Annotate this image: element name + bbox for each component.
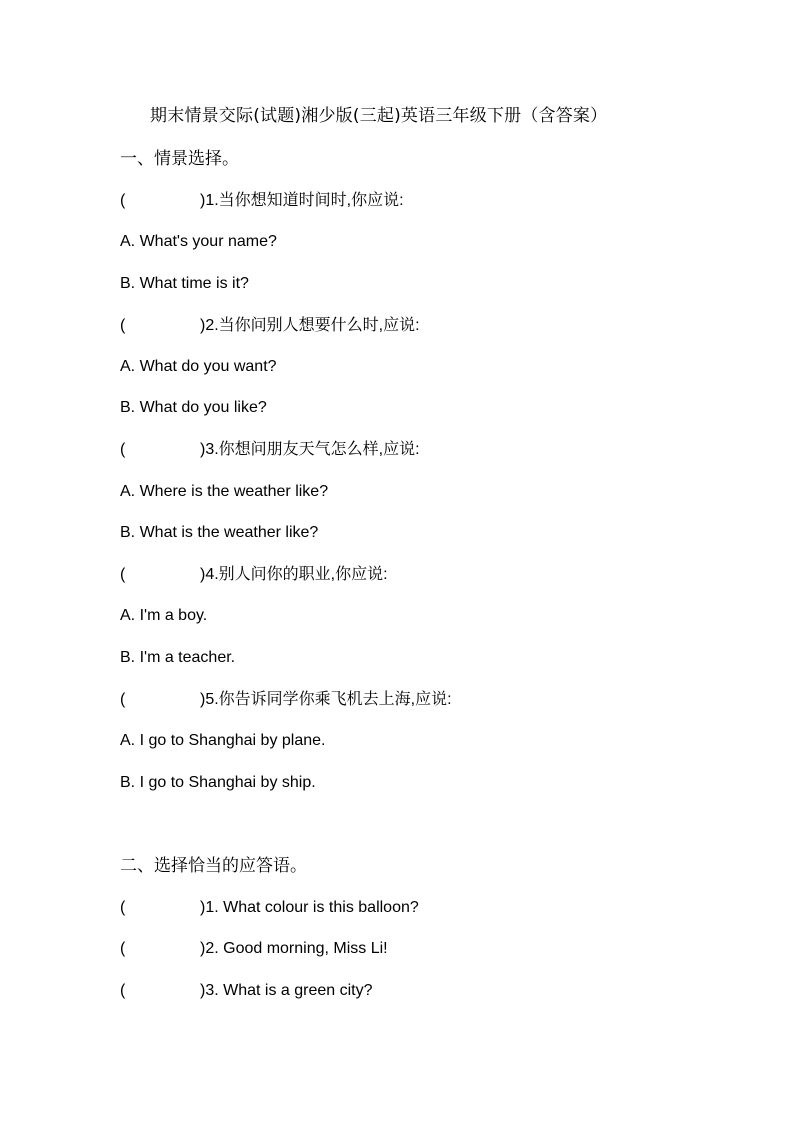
option-a: A. What do you want?	[120, 358, 277, 375]
option-a: A. Where is the weather like?	[120, 483, 329, 500]
option-a: A. What's your name?	[120, 233, 277, 250]
option-b: B. What is the weather like?	[120, 524, 319, 541]
question-text: )2.当你问别人想要什么时,应说:	[200, 317, 420, 334]
answer-blank-open-paren: (	[120, 192, 126, 209]
section-2-heading: 二、选择恰当的应答语。	[120, 856, 307, 876]
question-text: )3. What is a green city?	[200, 982, 373, 999]
option-b: B. What do you like?	[120, 399, 267, 416]
section-1-heading: 一、情景选择。	[120, 149, 239, 169]
option-b: B. I go to Shanghai by ship.	[120, 774, 316, 791]
question-text: )1.当你想知道时间时,你应说:	[200, 192, 404, 209]
question-text: )2. Good morning, Miss Li!	[200, 940, 388, 957]
answer-blank-open-paren: (	[120, 899, 126, 916]
answer-blank-open-paren: (	[120, 566, 126, 583]
answer-blank-open-paren: (	[120, 317, 126, 334]
option-b: B. I'm a teacher.	[120, 649, 236, 666]
document-title: 期末情景交际(试题)湘少版(三起)英语三年级下册（含答案）	[150, 106, 608, 126]
question-text: )3.你想问朋友天气怎么样,应说:	[200, 441, 420, 458]
answer-blank-open-paren: (	[120, 982, 126, 999]
option-a: A. I'm a boy.	[120, 607, 208, 624]
answer-blank-open-paren: (	[120, 441, 126, 458]
question-text: )1. What colour is this balloon?	[200, 899, 419, 916]
answer-blank-open-paren: (	[120, 940, 126, 957]
option-b: B. What time is it?	[120, 275, 249, 292]
option-a: A. I go to Shanghai by plane.	[120, 732, 326, 749]
question-text: )4.别人问你的职业,你应说:	[200, 566, 388, 583]
question-text: )5.你告诉同学你乘飞机去上海,应说:	[200, 691, 452, 708]
answer-blank-open-paren: (	[120, 691, 126, 708]
